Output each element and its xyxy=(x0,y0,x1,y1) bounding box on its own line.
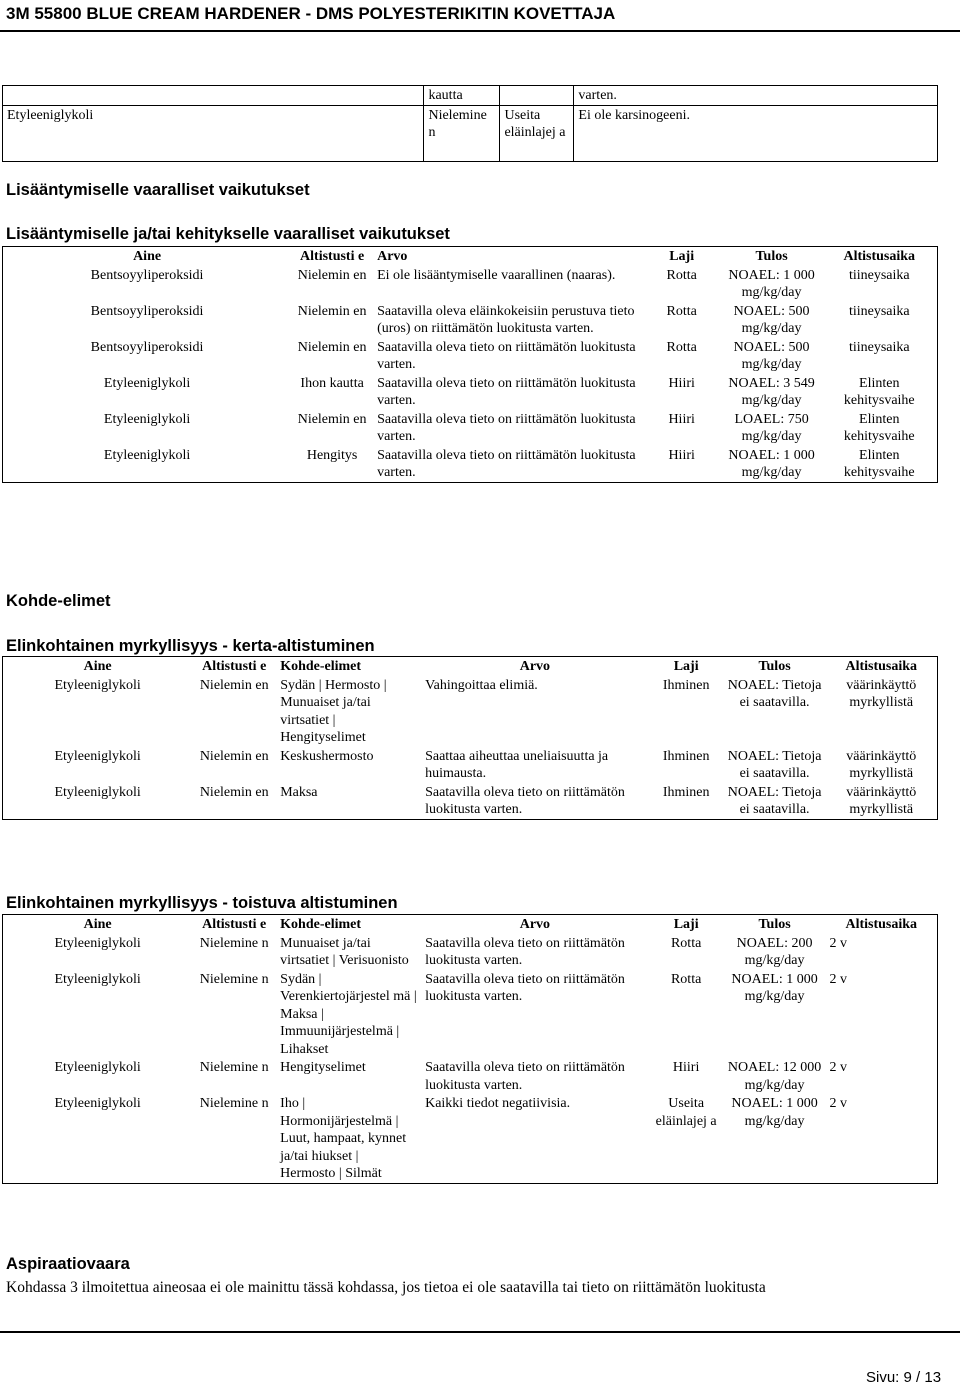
section-heading-reproductive: Lisääntymiselle vaaralliset vaikutukset xyxy=(6,181,310,199)
result-cell: NOAEL: 12 000 mg/kg/day xyxy=(727,1060,822,1093)
result-cell: NOAEL: 200 mg/kg/day xyxy=(736,935,813,968)
table-row xyxy=(3,374,938,410)
species-cell: Rotta xyxy=(666,303,697,319)
species-cell: Rotta xyxy=(670,971,702,987)
result-cell: NOAEL: 500 mg/kg/day xyxy=(733,339,810,372)
result-cell: NOAEL: 1 000 mg/kg/day xyxy=(731,971,818,1004)
table-header-row xyxy=(3,915,938,934)
duration-cell: 2 v xyxy=(829,935,848,951)
substance-cell: Etyleeniglykoli xyxy=(54,1060,141,1075)
result-cell: varten. xyxy=(574,86,938,106)
route-cell: Nielemin en xyxy=(199,784,269,800)
column-header-aine: Aine xyxy=(83,659,112,674)
single-exposure-table xyxy=(2,656,938,820)
result-cell: NOAEL: 1 000 mg/kg/day xyxy=(731,1096,818,1129)
species-cell: Ihminen xyxy=(662,784,710,800)
column-header-tulos: Tulos xyxy=(758,917,791,932)
substance-cell: Etyleeniglykoli xyxy=(54,677,141,693)
route-cell: Nielemine n xyxy=(199,935,269,951)
target-organ-cell: Sydän | Hermosto | Munuaiset ja/tai virtsatiet | Hengityselimet xyxy=(280,677,387,745)
repeated-exposure-table xyxy=(2,914,938,1184)
table-row xyxy=(3,676,938,747)
table-row xyxy=(3,1094,938,1183)
column-header-arvo: Arvo xyxy=(519,659,551,674)
duration-cell: väärinkäyttö myrkyllistä xyxy=(846,784,917,817)
value-cell: Saatavilla oleva tieto on riittämätön luokitusta varten. xyxy=(377,411,636,444)
column-header-laji: Laji xyxy=(673,659,699,674)
value-cell: Saatavilla oleva tieto on riittämätön luokitusta varten. xyxy=(377,339,636,372)
value-cell: Saatavilla oleva tieto on riittämätön luokitusta varten. xyxy=(425,1060,625,1093)
table-row xyxy=(3,338,938,374)
route-cell: Nielemin en xyxy=(199,748,269,764)
table-row xyxy=(3,934,938,970)
target-organ-cell: Munuaiset ja/tai virtsatiet | Verisuonisto xyxy=(280,935,409,968)
substance-cell: Etyleeniglykoli xyxy=(54,748,141,764)
result-cell: NOAEL: Tietoja ei saatavilla. xyxy=(727,677,822,710)
duration-cell: Elinten kehitysvaihe xyxy=(843,447,915,480)
result-cell: Ei ole karsinogeeni. xyxy=(574,105,938,161)
document-header xyxy=(0,0,960,32)
substance-cell: Etyleeniglykoli xyxy=(54,1096,141,1111)
value-cell: Saatavilla oleva tieto on riittämätön luokitusta varten. xyxy=(425,935,625,968)
table-row xyxy=(3,410,938,446)
duration-cell: tiineysaika xyxy=(848,303,910,319)
value-cell: Saattaa aiheuttaa uneliaisuutta ja huimausta. xyxy=(425,748,609,781)
route-cell: Nielemine n xyxy=(199,1096,269,1111)
substance-cell: Etyleeniglykoli xyxy=(103,447,191,463)
species-cell: Rotta xyxy=(670,935,702,951)
target-organ-cell: Iho | Hormonijärjestelmä | Luut, hampaat, kynnet ja/tai hiukset | Hermosto | Silmät xyxy=(280,1096,407,1181)
carcinogenicity-continuation-table xyxy=(2,85,938,162)
table-header-row xyxy=(3,247,938,266)
duration-cell: tiineysaika xyxy=(848,339,910,355)
table-row xyxy=(3,302,938,338)
footer-divider xyxy=(0,1331,960,1333)
substance-cell: Etyleeniglykoli xyxy=(103,375,191,391)
route-cell: Nielemine n xyxy=(199,971,269,987)
column-header-aine: Aine xyxy=(83,917,112,932)
substance-cell: Etyleeniglykoli xyxy=(54,971,141,987)
duration-cell: 2 v xyxy=(829,1096,848,1111)
route-cell: Nielemin en xyxy=(297,267,367,283)
section-heading-target-organs: Kohde-elimet xyxy=(6,592,111,610)
substance-cell: Etyleeniglykoli xyxy=(54,784,141,800)
species-cell: Ihminen xyxy=(662,748,710,764)
column-header-altistustie: Altistusti e xyxy=(202,917,267,932)
column-header-aine: Aine xyxy=(133,249,162,264)
result-cell: NOAEL: 3 549 mg/kg/day xyxy=(728,375,815,408)
substance-cell: Bentsoyyliperoksidi xyxy=(90,339,204,355)
table-row xyxy=(3,747,938,783)
result-cell: NOAEL: 500 mg/kg/day xyxy=(733,303,810,336)
table-row xyxy=(3,1058,938,1094)
value-cell: Kaikki tiedot negatiivisia. xyxy=(425,1096,571,1111)
column-header-tulos: Tulos xyxy=(758,659,791,674)
duration-cell: väärinkäyttö myrkyllistä xyxy=(846,677,917,710)
target-organ-cell: Hengityselimet xyxy=(280,1060,366,1075)
duration-cell: Elinten kehitysvaihe xyxy=(843,411,915,444)
column-header-arvo: Arvo xyxy=(377,249,408,264)
result-cell: NOAEL: Tietoja ei saatavilla. xyxy=(727,784,822,817)
route-cell: Nielemin en xyxy=(297,303,367,319)
value-cell: Vahingoittaa elimiä. xyxy=(425,677,538,693)
table-row xyxy=(3,86,938,106)
column-header-laji: Laji xyxy=(669,249,695,264)
species-cell: Useita eläinlajej a xyxy=(655,1096,717,1129)
result-cell: NOAEL: 1 000 mg/kg/day xyxy=(728,267,815,300)
result-cell: LOAEL: 750 mg/kg/day xyxy=(734,411,809,444)
duration-cell: 2 v xyxy=(829,1060,848,1075)
section-heading-reproductive-development: Lisääntymiselle ja/tai kehitykselle vaaralliset vaikutukset xyxy=(6,225,450,243)
species-cell: Hiiri xyxy=(668,411,695,427)
table-row xyxy=(3,783,938,820)
route-cell: Nielemin en xyxy=(297,411,367,427)
table-row xyxy=(3,446,938,483)
column-header-arvo: Arvo xyxy=(519,917,551,932)
column-header-altistusaika: Altistusaika xyxy=(845,917,918,932)
value-cell: Saatavilla oleva tieto on riittämätön luokitusta varten. xyxy=(377,375,636,408)
species-cell: Hiiri xyxy=(672,1060,700,1075)
species-cell: Rotta xyxy=(666,267,697,283)
route-cell: Ihon kautta xyxy=(300,375,364,391)
column-header-altistustie: Altistusti e xyxy=(300,249,365,264)
section-heading-repeated-exposure: Elinkohtainen myrkyllisyys - toistuva altistuminen xyxy=(6,894,398,912)
duration-cell: 2 v xyxy=(829,971,848,987)
table-row xyxy=(3,266,938,302)
column-header-tulos: Tulos xyxy=(755,249,788,264)
page-number: Sivu: 9 / 13 xyxy=(866,1369,942,1386)
substance-cell: Etyleeniglykoli xyxy=(54,935,141,951)
section-heading-single-exposure: Elinkohtainen myrkyllisyys - kerta-altistuminen xyxy=(6,637,375,655)
table-header-row xyxy=(3,657,938,676)
route-cell: Hengitys xyxy=(306,447,358,463)
column-header-altistustie: Altistusti e xyxy=(202,659,267,674)
duration-cell: Elinten kehitysvaihe xyxy=(843,375,915,408)
target-organ-cell: Keskushermosto xyxy=(280,748,374,764)
column-header-altistusaika: Altistusaika xyxy=(843,249,916,264)
column-header-altistusaika: Altistusaika xyxy=(845,659,918,674)
target-organ-cell: Sydän | Verenkiertojärjestel mä | Maksa | Immuunijärjestelmä | Lihakset xyxy=(280,971,417,1057)
species-cell: Ihminen xyxy=(662,677,710,693)
route-cell: kautta xyxy=(424,86,500,106)
species-cell: Hiiri xyxy=(668,447,695,463)
species-cell: Hiiri xyxy=(668,375,695,391)
column-header-kohde-elimet: Kohde-elimet xyxy=(280,659,362,674)
route-cell: Nielemin en xyxy=(199,677,269,693)
substance-cell: Etyleeniglykoli xyxy=(103,411,191,427)
substance-cell: Etyleeniglykoli xyxy=(3,105,424,161)
value-cell: Ei ole lisääntymiselle vaarallinen (naaras). xyxy=(377,267,616,283)
reproductive-toxicity-table xyxy=(2,246,938,483)
route-cell: Nielemine n xyxy=(199,1060,269,1075)
substance-cell: Bentsoyyliperoksidi xyxy=(90,267,204,283)
value-cell: Saatavilla oleva tieto on riittämätön luokitusta varten. xyxy=(425,971,625,1004)
document-title: 3M 55800 BLUE CREAM HARDENER - DMS POLYESTERIKITIN KOVETTAJA xyxy=(6,4,616,23)
duration-cell: tiineysaika xyxy=(848,267,910,283)
column-header-kohde-elimet: Kohde-elimet xyxy=(280,917,362,932)
route-cell: Nielemin en xyxy=(297,339,367,355)
route-cell: Nielemine n xyxy=(424,105,500,161)
aspiration-text: Kohdassa 3 ilmoitettua aineosaa ei ole mainittu tässä kohdassa, jos tietoa ei ole saatavilla tai tieto on riittämätön luokitusta xyxy=(6,1279,766,1296)
species-cell: Useita eläinlajej a xyxy=(500,105,574,161)
table-row xyxy=(3,970,938,1059)
target-organ-cell: Maksa xyxy=(280,784,318,800)
value-cell: Saatavilla oleva tieto on riittämätön luokitusta varten. xyxy=(425,784,625,817)
value-cell: Saatavilla oleva tieto on riittämätön luokitusta varten. xyxy=(377,447,636,480)
result-cell: NOAEL: 1 000 mg/kg/day xyxy=(728,447,815,480)
table-row xyxy=(3,105,938,161)
duration-cell: väärinkäyttö myrkyllistä xyxy=(846,748,917,781)
section-heading-aspiration: Aspiraatiovaara xyxy=(6,1255,130,1273)
value-cell: Saatavilla oleva eläinkokeisiin perustuva tieto (uros) on riittämätön luokitusta varten. xyxy=(377,303,635,336)
species-cell: Rotta xyxy=(666,339,697,355)
result-cell: NOAEL: Tietoja ei saatavilla. xyxy=(727,748,822,781)
substance-cell: Bentsoyyliperoksidi xyxy=(90,303,204,319)
column-header-laji: Laji xyxy=(673,917,699,932)
